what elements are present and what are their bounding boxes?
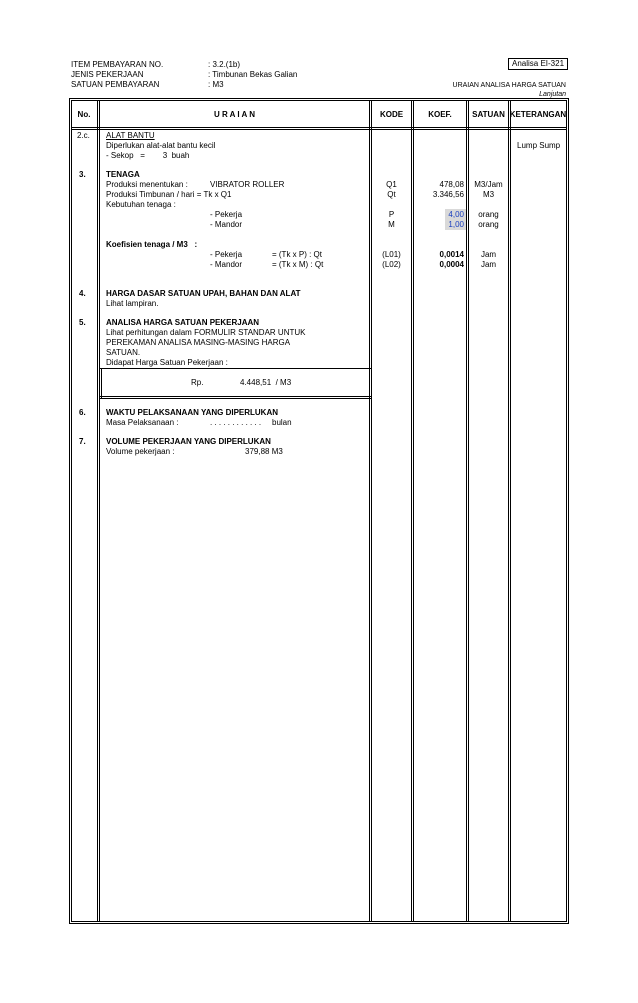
jenis-pekerjaan-label: JENIS PEKERJAAN [71, 70, 144, 79]
sec-6-unit: bulan [272, 418, 292, 427]
col-divider-no [97, 100, 98, 922]
koef-q1: 478,08 [439, 180, 464, 189]
sec-2c-no: 2.c. [77, 131, 90, 140]
kode-m: M [388, 220, 395, 229]
satuan-pembayaran-label: SATUAN PEMBAYARAN [71, 80, 160, 89]
sec-6-label: Masa Pelaksanaan : [106, 418, 179, 427]
satuan-m: orang [478, 220, 499, 229]
col-header-keterangan: KETERANGAN [509, 110, 567, 119]
uraian-analisa-title: URAIAN ANALISA HARGA SATUAN [452, 82, 566, 89]
sec-5-line1: Lihat perhitungan dalam FORMULIR STANDAR UNTUK [106, 328, 306, 337]
sec-3-pekerja: - Pekerja [210, 210, 243, 219]
item-pembayaran-value: : 3.2.(1b) [208, 60, 241, 69]
satuan-l01: Jam [480, 250, 497, 259]
sec-7-label: Volume pekerjaan : [106, 447, 175, 456]
col-divider-koef [466, 100, 467, 922]
price-rp-label: Rp. [191, 378, 204, 387]
sec-4-title: HARGA DASAR SATUAN UPAH, BAHAN DAN ALAT [106, 289, 301, 298]
satuan-q1: M3/Jam [474, 180, 503, 189]
price-box-bottom-2 [99, 398, 371, 399]
sec-6-dots: . . . . . . . . . . . . [210, 418, 262, 427]
sec-4-line1: Lihat lampiran. [106, 299, 159, 308]
sec-3-produksi-value: VIBRATOR ROLLER [210, 180, 285, 189]
kode-q1: Q1 [386, 180, 397, 189]
jenis-pekerjaan-value: : Timbunan Bekas Galian [208, 70, 298, 79]
satuan-pembayaran-value: : M3 [208, 80, 224, 89]
sec-3-no: 3. [79, 170, 86, 179]
sec-5-line2: PEREKAMAN ANALISA MASING-MASING HARGA [106, 338, 291, 347]
sec-3-title: TENAGA [106, 170, 140, 179]
koef-qt: 3.346,56 [432, 190, 464, 199]
sec-3-mandor: - Mandor [210, 220, 243, 229]
koef-mandor-label: - Mandor [210, 260, 243, 269]
koef-p: 4,00 [448, 210, 464, 219]
sec-2c-keterangan: Lump Sump [517, 141, 561, 150]
col-header-uraian: U R A I A N [213, 110, 256, 119]
analisa-code-box [508, 58, 568, 70]
sec-7-title: VOLUME PEKERJAAN YANG DIPERLUKAN [106, 437, 271, 446]
price-box-top [99, 368, 371, 369]
col-divider-no-2 [99, 100, 100, 922]
sec-2c-title: ALAT BANTU [106, 131, 155, 140]
header-row-divider [71, 127, 567, 128]
header-row-divider-2 [71, 129, 567, 130]
col-header-no: No. [77, 110, 91, 119]
price-box-bottom [99, 396, 371, 397]
kode-l01: (L01) [382, 250, 401, 259]
col-header-koef: KOEF. [428, 110, 452, 119]
koef-l01: 0,0014 [439, 250, 464, 259]
col-divider-satuan-2 [510, 100, 511, 922]
koef-mandor-formula: = (Tk x M) : Qt [272, 260, 324, 269]
col-divider-kode [411, 100, 412, 922]
analisa-code: Analisa EI-321 [511, 59, 565, 68]
sec-6-title: WAKTU PELAKSANAAN YANG DIPERLUKAN [106, 408, 279, 417]
kode-qt: Qt [387, 190, 396, 199]
sec-5-no: 5. [79, 318, 86, 327]
col-divider-satuan [508, 100, 509, 922]
satuan-p: orang [478, 210, 499, 219]
sec-7-no: 7. [79, 437, 86, 446]
item-pembayaran-label: ITEM PEMBAYARAN NO. [71, 60, 164, 69]
col-divider-uraian [369, 100, 370, 922]
satuan-qt: M3 [482, 190, 495, 199]
koef-l02: 0,0004 [439, 260, 464, 269]
sec-3-timbunan-label: Produksi Timbunan / hari = Tk x Q1 [106, 190, 232, 199]
sec-6-no: 6. [79, 408, 86, 417]
sec-2c-sekop: - Sekop = 3 buah [106, 151, 190, 160]
sec-3-koef-title: Koefisien tenaga / M3 : [106, 240, 198, 249]
sec-3-kebutuhan: Kebutuhan tenaga : [106, 200, 176, 209]
price-box-left [101, 368, 102, 398]
col-header-kode: KODE [379, 110, 404, 119]
satuan-l02: Jam [480, 260, 497, 269]
lanjutan-label: Lanjutan [539, 91, 566, 98]
koef-pekerja-formula: = (Tk x P) : Qt [272, 250, 323, 259]
sec-4-no: 4. [79, 289, 86, 298]
sec-3-produksi-label: Produksi menentukan : [106, 180, 188, 189]
kode-p: P [388, 210, 395, 219]
sec-7-value: 379,88 M3 [245, 447, 283, 456]
koef-m: 1,00 [448, 220, 464, 229]
koef-pekerja-label: - Pekerja [210, 250, 243, 259]
col-header-satuan: SATUAN [472, 110, 505, 119]
price-value: 4.448,51 / M3 [240, 378, 292, 387]
sec-5-line3: SATUAN. [106, 348, 141, 357]
sec-5-line4: Didapat Harga Satuan Pekerjaan : [106, 358, 228, 367]
sec-5-title: ANALISA HARGA SATUAN PEKERJAAN [106, 318, 260, 327]
kode-l02: (L02) [382, 260, 401, 269]
sec-2c-line1: Diperlukan alat-alat bantu kecil [106, 141, 216, 150]
